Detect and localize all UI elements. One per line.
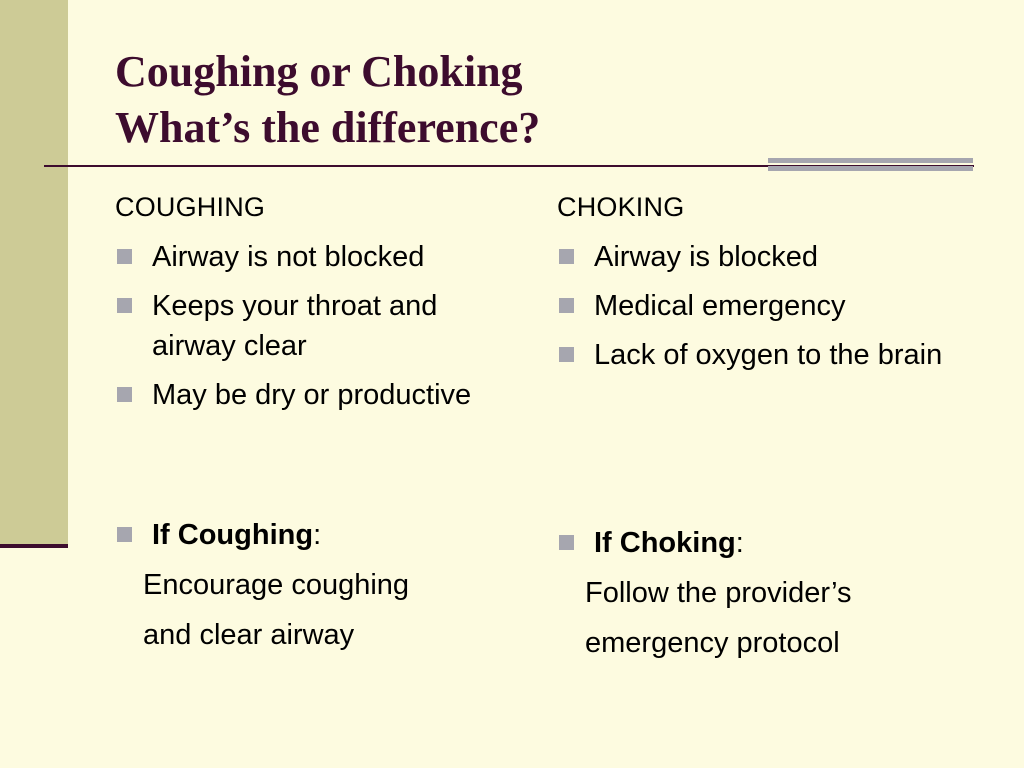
coughing-column xyxy=(115,187,515,424)
if-coughing-line xyxy=(115,510,409,560)
accent-bar-bottom xyxy=(768,166,973,171)
list-item xyxy=(557,286,957,326)
list-item xyxy=(557,335,957,375)
left-decorative-band xyxy=(0,0,68,545)
if-choking-colon: : xyxy=(735,527,744,559)
if-choking-block xyxy=(557,518,852,668)
choking-action-line-2: emergency protocol xyxy=(585,627,840,659)
coughing-heading: COUGHING xyxy=(115,192,266,222)
coughing-bullet-list xyxy=(115,237,515,415)
square-bullet-icon xyxy=(117,527,132,542)
bullet-text: Airway is not blocked xyxy=(152,241,425,273)
square-bullet-icon xyxy=(559,347,574,362)
list-item xyxy=(115,375,515,415)
coughing-action-line-1: Encourage coughing xyxy=(143,569,410,601)
if-coughing-block xyxy=(115,510,409,660)
choking-column xyxy=(557,187,957,384)
square-bullet-icon xyxy=(559,298,574,313)
bullet-text: Airway is blocked xyxy=(594,241,819,273)
coughing-action-line-2: and clear airway xyxy=(143,619,355,651)
bullet-text: Lack of oxygen to the brain xyxy=(594,339,943,371)
list-item xyxy=(115,237,515,277)
if-coughing-label: If Coughing xyxy=(152,519,314,551)
square-bullet-icon xyxy=(117,387,132,402)
if-choking-line xyxy=(557,518,852,568)
list-item xyxy=(557,237,957,277)
accent-bar-top xyxy=(768,158,973,163)
slide-title xyxy=(115,44,540,156)
list-item xyxy=(115,286,515,366)
choking-heading: CHOKING xyxy=(557,192,685,222)
choking-action-line-1: Follow the provider’s xyxy=(585,577,852,609)
if-coughing-colon: : xyxy=(313,519,322,551)
square-bullet-icon xyxy=(559,249,574,264)
title-accent-bars xyxy=(768,158,973,178)
bullet-text: May be dry or productive xyxy=(152,379,472,411)
bullet-text: Keeps your throat and airway clear xyxy=(152,290,438,362)
square-bullet-icon xyxy=(559,535,574,550)
choking-bullet-list xyxy=(557,237,957,375)
square-bullet-icon xyxy=(117,249,132,264)
title-line-2: What’s the difference? xyxy=(115,103,541,152)
if-choking-label: If Choking xyxy=(594,527,736,559)
bullet-text: Medical emergency xyxy=(594,290,846,322)
square-bullet-icon xyxy=(117,298,132,313)
title-line-1: Coughing or Choking xyxy=(115,47,523,96)
left-accent-rule xyxy=(0,544,68,548)
